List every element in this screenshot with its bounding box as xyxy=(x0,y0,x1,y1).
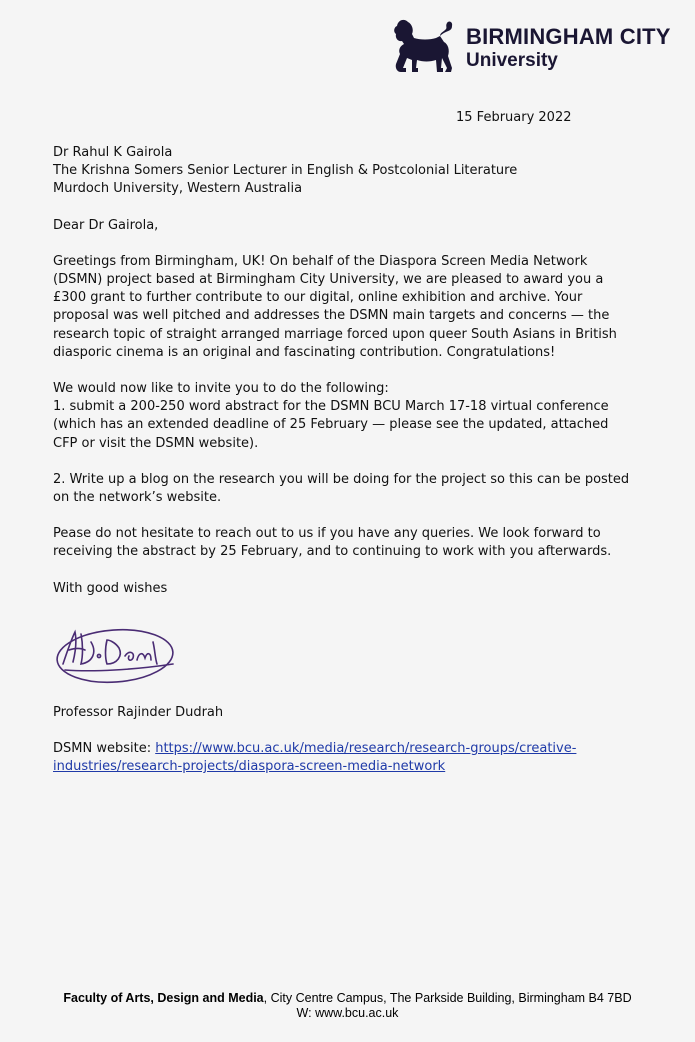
footer-address: , City Centre Campus, The Parkside Building, Birmingham B4 7BD xyxy=(263,991,632,1005)
dsmn-website-link[interactable]: https://www.bcu.ac.uk/media/research/research-groups/creative-industries/research-projects/diaspora-screen-media-network xyxy=(53,741,577,775)
university-logo xyxy=(390,14,670,80)
footer xyxy=(0,991,695,1021)
website-label: DSMN website: xyxy=(53,741,152,757)
paragraph-closing: Pease do not hesitate to reach out to us if you have any queries. We look forward to receiving the abstract by 25 February, and to continuing to work with you afterwards. xyxy=(53,526,612,560)
letter-body xyxy=(53,144,633,776)
signatory-name: Professor Rajinder Dudrah xyxy=(53,704,224,720)
recipient-title: The Krishna Somers Senior Lecturer in English & Postcolonial Literature xyxy=(53,163,518,179)
lion-emblem-icon xyxy=(390,14,456,78)
institution-name: BIRMINGHAM CITY xyxy=(466,24,671,49)
invite-item-abstract: 1. submit a 200-250 word abstract for the DSMN BCU March 17-18 virtual conference (which has an extended deadline of 25 February — please see the updated, attached CFP or visit the DSMN website). xyxy=(53,399,609,451)
invite-item-blog: 2. Write up a blog on the research you will be doing for the project so this can be posted on the network’s website. xyxy=(53,471,630,506)
footer-faculty: Faculty of Arts, Design and Media xyxy=(63,991,264,1005)
salutation: Dear Dr Gairola, xyxy=(53,217,159,233)
recipient-affiliation: Murdoch University, Western Australia xyxy=(53,181,303,197)
paragraph-award: Greetings from Birmingham, UK! On behalf of the Diaspora Screen Media Network (DSMN) project based at Birmingham City University, we are pleased to award you a £300 grant to further contribute to our digital, online exhibition and archive. Your proposal was well pitched and addresses the DSMN main targets and concerns — the research topic of straight arranged marriage forced upon queer South Asians in British diasporic cinema is an original and fascinating contribution. Congratulations! xyxy=(53,253,617,360)
website-line xyxy=(53,740,633,776)
footer-web: W: www.bcu.ac.uk xyxy=(296,1006,399,1020)
sign-off: With good wishes xyxy=(53,580,168,596)
institution-subtitle: University xyxy=(466,50,558,71)
invite-intro: We would now like to invite you to do the following: xyxy=(53,381,389,397)
signature-image xyxy=(53,612,193,688)
recipient-name: Dr Rahul K Gairola xyxy=(53,145,173,160)
letter-date: 15 February 2022 xyxy=(456,110,572,125)
